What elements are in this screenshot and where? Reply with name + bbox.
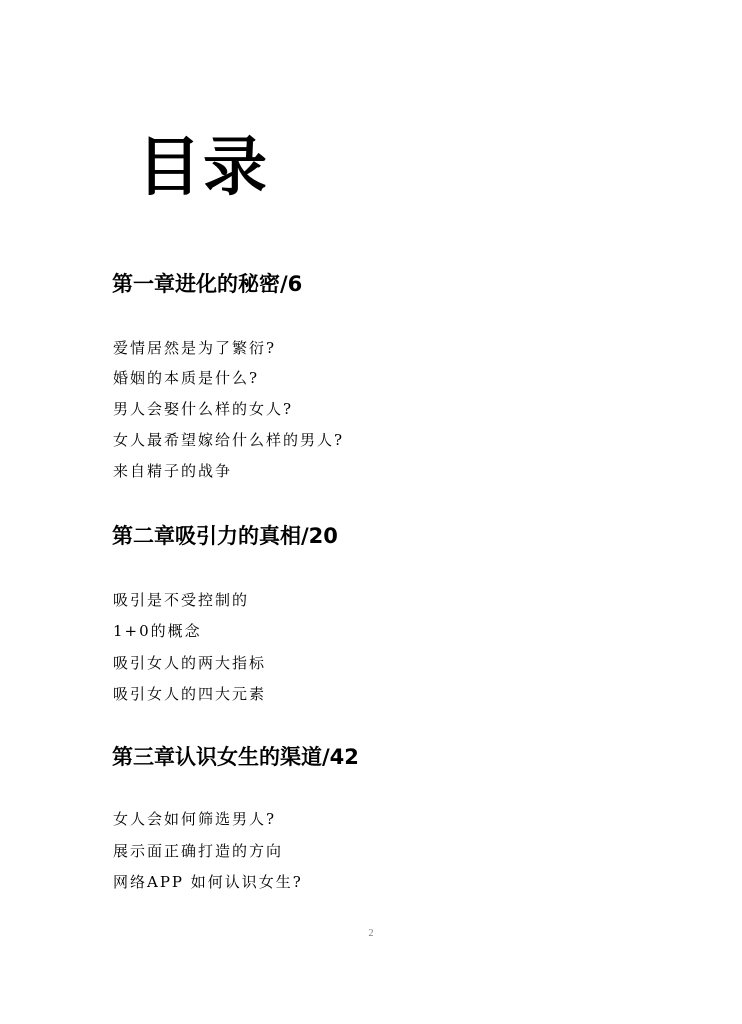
chapter-2-entry: 吸引女人的四大元素 [113, 685, 267, 703]
chapter-3-entry: 网络APP 如何认识女生? [113, 873, 303, 891]
page-number: 2 [368, 928, 374, 939]
chapter-3-entry: 展示面正确打造的方向 [113, 842, 284, 860]
chapter-3-title: 第三章认识女生的渠道/42 [112, 745, 359, 769]
chapter-2-title: 第二章吸引力的真相/20 [112, 524, 338, 548]
chapter-1-entry: 男人会娶什么样的女人? [113, 400, 294, 418]
chapter-2-entry: 1+0的概念 [113, 622, 202, 640]
chapter-1-entry: 女人最希望嫁给什么样的男人? [113, 431, 345, 449]
chapter-3-entry: 女人会如何筛选男人? [113, 810, 277, 828]
chapter-1-entry: 婚姻的本质是什么? [113, 369, 260, 387]
chapter-1-title: 第一章进化的秘密/6 [112, 272, 303, 296]
chapter-1-entry: 来自精子的战争 [113, 462, 233, 480]
chapter-1-entry: 爱情居然是为了繁衍? [113, 339, 277, 357]
chapter-2-entry: 吸引女人的两大指标 [113, 654, 267, 672]
toc-title: 目录 [137, 131, 269, 205]
chapter-2-entry: 吸引是不受控制的 [113, 591, 250, 609]
